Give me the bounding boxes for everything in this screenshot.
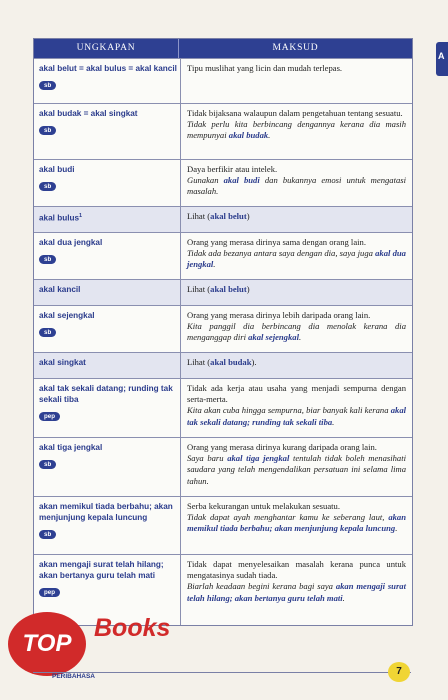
entry-definition: Serba kekurangan untuk melakukan sesuatu. bbox=[187, 501, 340, 511]
entry-term: akan memikul tiada berbahu; akan menjunjung kepala luncung bbox=[39, 502, 173, 522]
page-number: 7 bbox=[388, 662, 410, 682]
entry-example: Gunakan akal budi dan bukannya emosi untuk mengatasi masalah. bbox=[187, 175, 407, 197]
entry-definition: Tidak ada kerja atau usaha yang menjadi sempurna dengan serta-merta. bbox=[187, 383, 406, 405]
category-badge: sb bbox=[39, 126, 56, 135]
category-badge: sb bbox=[39, 255, 56, 264]
entry-term: akal bulus$^1$ bbox=[39, 213, 83, 223]
entry-term: akal tak sekali datang; runding tak sekali tiba bbox=[39, 384, 173, 404]
table-row bbox=[34, 352, 412, 378]
edge-tab-letter: A bbox=[438, 51, 445, 61]
entry-definition: Orang yang merasa dirinya kurang daripada orang lain. bbox=[187, 442, 377, 452]
entry-definition: Daya berfikir atau intelek. bbox=[187, 164, 278, 174]
header-ungkapan: UNGKAPAN bbox=[34, 39, 179, 58]
table-row bbox=[34, 159, 412, 206]
entry-term: akan mengaji surat telah hilang; akan bertanya guru telah mati bbox=[39, 560, 164, 580]
entry-example: Kita akan cuba hingga sempurna, biar banyak kali kerana akal tak sekali datang; runding tak sekali tiba. bbox=[187, 405, 406, 427]
category-badge: sb bbox=[39, 182, 56, 191]
category-badge: sb bbox=[39, 530, 56, 539]
header-maksud: MAKSUD bbox=[272, 43, 319, 53]
page-edge-tab bbox=[436, 42, 448, 76]
table-row bbox=[34, 496, 412, 554]
entry-definition: Tidak dapat menyelesaikan masalah kerana punca untuk mengatasinya sudah tiada. bbox=[187, 559, 406, 581]
table-row bbox=[34, 279, 412, 305]
topbooks-logo bbox=[8, 608, 188, 680]
entry-term: akal budak = akal singkat bbox=[39, 109, 138, 118]
entry-example: Tidak ada bezanya antara saya dengan dia, saya juga akal dua jengkal. bbox=[187, 248, 406, 270]
logo-books-text: Books bbox=[94, 614, 171, 642]
entry-example: Tidak dapat ayah menghantar kamu ke seberang laut, akan memikul tiada berbahu; akan menjunjung kepala luncung. bbox=[187, 512, 406, 534]
footer-label: PERIBAHASA bbox=[52, 673, 95, 680]
entry-term: akal sejengkal bbox=[39, 311, 95, 320]
table-row bbox=[34, 206, 412, 232]
entry-example: Saya baru akal tiga jengkal tentulah tidak boleh menasihati saudara yang telah mengendalikan persatuan ini selama lima tahun. bbox=[187, 453, 406, 486]
entry-term: akal budi bbox=[39, 165, 75, 174]
entry-definition: Orang yang merasa dirinya sama dengan orang lain. bbox=[187, 237, 366, 247]
table-row bbox=[34, 232, 412, 279]
entry-example: Biarlah keadaan begini kerana bagi saya akan mengaji surat telah hilang; akan bertanya guru telah mati. bbox=[187, 581, 406, 603]
entry-example: Tidak perlu kita berbincang dengannya kerana dia masih mempunyai akal budak. bbox=[187, 119, 406, 141]
table-row bbox=[34, 378, 412, 437]
entry-see-also: Lihat (akal belut) bbox=[187, 284, 250, 294]
entry-example: Kita panggil dia berbincang dia menolak kerana dia menganggap diri akal sejengkal. bbox=[187, 321, 406, 343]
entry-term: akal kancil bbox=[39, 285, 81, 294]
table-row bbox=[34, 103, 412, 159]
category-badge: pep bbox=[39, 588, 60, 597]
category-badge: sb bbox=[39, 81, 56, 90]
table-row bbox=[34, 58, 412, 103]
category-badge: sb bbox=[39, 328, 56, 337]
entry-see-also: Lihat (akal budak). bbox=[187, 357, 257, 367]
entry-definition: Tidak bijaksana walaupun dalam pengetahuan tentang sesuatu. bbox=[187, 108, 403, 118]
logo-top-text: TOP bbox=[8, 612, 86, 676]
entry-definition: Tipu muslihat yang licin dan mudah terlepas. bbox=[187, 63, 343, 73]
table-header bbox=[34, 39, 412, 58]
table-row bbox=[34, 305, 412, 352]
entry-term: akal dua jengkal bbox=[39, 238, 103, 247]
category-badge: pep bbox=[39, 412, 60, 421]
entry-term: akal singkat bbox=[39, 358, 86, 367]
category-badge: sb bbox=[39, 460, 56, 469]
entry-definition: Orang yang merasa dirinya lebih daripada orang lain. bbox=[187, 310, 371, 320]
dictionary-table bbox=[33, 38, 413, 626]
entry-term: akal tiga jengkal bbox=[39, 443, 103, 452]
entry-see-also: Lihat (akal belut) bbox=[187, 211, 250, 221]
entry-term: akal belut = akal bulus = akal kancil bbox=[39, 64, 177, 73]
table-row bbox=[34, 437, 412, 496]
